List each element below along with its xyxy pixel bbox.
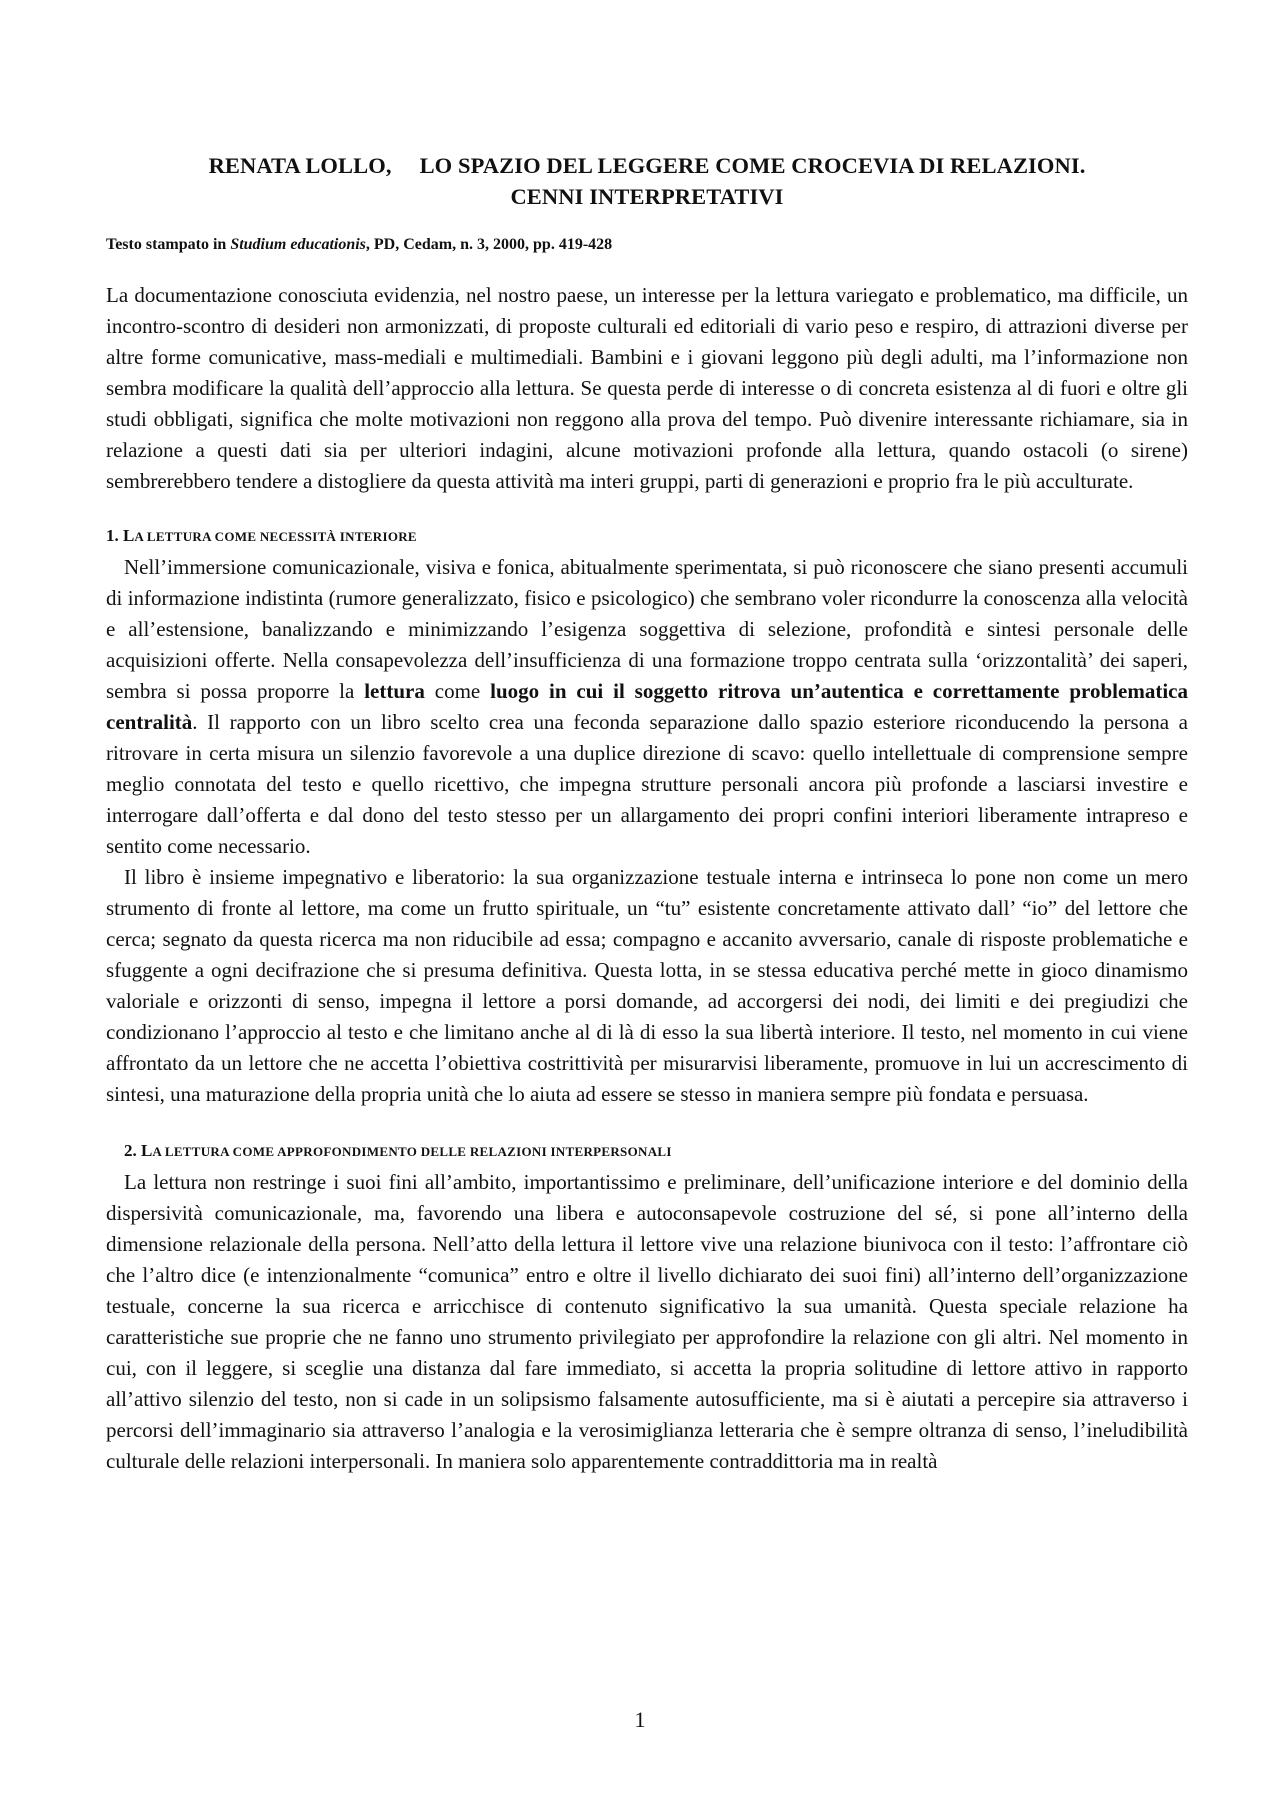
section-1-paragraph-1: [106, 552, 1188, 862]
page-number: 1: [634, 1707, 646, 1732]
section-2-paragraph-1: La lettura non restringe i suoi fini all’ambito, importantissimo e preliminare, dell’unificazione interiore e del dominio della dispersività comunicazionale, ma, favorendo una libera e autoconsapevole costruzione del sé, si pone all’interno della dimensione relazionale della persona. Nell’atto della lettura il lettore vive una relazione biunivoca con il testo: l’affrontare ciò che l’altro dice (e intenzionalmente “comunica” entro e oltre il livello dichiarato dei suoi fini) all’interno dell’organizzazione testuale, concerne la sua ricerca e arricchisce di contenuto significativo la sua umanità. Questa speciale relazione ha caratteristiche sue proprie che ne fanno uno strumento privilegiato per approfondire la relazione con gli altri. Nel momento in cui, con il leggere, si sceglie una distanza dal fare immediato, si accetta la propria solitudine di lettore attivo in rapporto all’attivo silenzio del testo, non si cade in un solipsismo falsamente autosufficiente, ma si è aiutati a percepire sia attraverso i percorsi dell’immaginario sia attraverso l’analogia e la verosimiglianza letteraria che è sempre oltranza di senso, l’ineludibilità culturale delle relazioni interpersonali. In maniera solo apparentemente contraddittoria ma in realtà: [106, 1170, 1188, 1473]
section-1-p1-bold-centralita: luogo in cui il soggetto ritrova un’autentica e correttamente problematica centralità: [106, 679, 1188, 734]
section-1-heading-text: A LETTURA COME NECESSITÀ INTERIORE: [134, 529, 417, 544]
section-2-heading: [106, 1140, 1188, 1163]
section-1-p1-bold-lettura: lettura: [364, 679, 425, 703]
section-1-heading-number: 1. L: [106, 526, 135, 545]
source-journal: Studium educationis: [230, 236, 366, 253]
section-1-heading: [106, 525, 1188, 548]
section-1-p1-text-b: come: [424, 679, 491, 703]
document-body: [106, 150, 1188, 1477]
title-line-2: CENNI INTERPRETATIVI: [510, 184, 784, 209]
source-citation: [106, 234, 1188, 256]
intro-paragraph: La documentazione conosciuta evidenzia, nel nostro paese, un interesse per la lettura variegato e problematico, ma difficile, un incontro-scontro di desideri non armonizzati, di proposte culturali ed editoriali di vario peso e respiro, di attrazioni diverse per altre forme comunicative, mass-mediali e multimediali. Bambini e i giovani leggono più degli adulti, ma l’informazione non sembra modificare la qualità dell’approccio alla lettura. Se questa perde di interesse o di concreta esistenza al di fuori e oltre gli studi obbligati, significa che molte motivazioni non reggono alla prova del tempo. Può divenire interessante richiamare, sia in relazione a questi dati sia per ulteriori indagini, alcune motivazioni profonde alla lettura, quando ostacoli (o sirene) sembrerebbero tendere a distogliere da questa attività ma interi gruppi, parti di generazioni e proprio fra le più acculturate.: [106, 283, 1188, 493]
section-1-p1-text-c: . Il rapporto con un libro scelto crea una feconda separazione dallo spazio esteriore riconducendo la persona a ritrovare in certa misura un silenzio favorevole a una duplice direzione di scavo: quello intellettuale di comprensione sempre meglio connotata del testo e quello ricettivo, che impegna strutture personali ancora più profonde a lasciarsi investire e interrogare dall’offerta e dal dono del testo stesso per un allargamento dei propri confini interiori liberamente intrapreso e sentito come necessario.: [106, 710, 1188, 858]
source-prefix: Testo stampato in: [106, 236, 231, 253]
title-main: LO SPAZIO DEL LEGGERE COME CROCEVIA DI RELAZIONI.: [419, 153, 1086, 178]
section-2-heading-number: 2. L: [124, 1141, 153, 1160]
section-1-p1-text-a: Nell’immersione comunicazionale, visiva e fonica, abitualmente sperimentata, si può riconoscere che siano presenti accumuli di informazione indistinta (rumore generalizzato, fisico e psicologico) che sembrano voler ricondurre la conoscenza alla velocità e all’estensione, banalizzando e minimizzando l’esigenza soggettiva di selezione, profondità e sintesi personale delle acquisizioni offerte. Nella consapevolezza dell’insufficienza di una formazione troppo centrata sulla ‘orizzontalità’ dei saperi, sembra si possa proporre la: [106, 555, 1188, 703]
section-1-paragraph-2: Il libro è insieme impegnativo e liberatorio: la sua organizzazione testuale interna e intrinseca lo pone non come un mero strumento di fronte al lettore, ma come un frutto spirituale, un “tu” esistente concretamente attivato dall’ “io” del lettore che cerca; segnato da questa ricerca ma non riducibile ad essa; compagno e accanito avversario, canale di risposte problematiche e sfuggente a ogni decifrazione che si presuma definitiva. Questa lotta, in se stessa educativa perché mette in gioco dinamismo valoriale e orizzonti di senso, impegna il lettore a porsi domande, ad accorgersi dei nodi, dei limiti e dei pregiudizi che condizionano l’approccio al testo e che limitano anche al di là di esso la sua libertà interiore. Il testo, nel momento in cui viene affrontato da un lettore che ne accetta l’obiettiva costrittività per misurarvisi liberamente, promuove in lui un accrescimento di sintesi, una maturazione della propria unità che lo aiuta ad essere se stesso in maniera sempre più fondata e persuasa.: [106, 865, 1188, 1106]
title-line-1: [106, 150, 1188, 181]
section-2-heading-text: A LETTURA COME APPROFONDIMENTO DELLE RELAZIONI INTERPERSONALI: [152, 1144, 672, 1159]
document-title: [106, 150, 1188, 212]
title-author: RENATA LOLLO,: [208, 153, 392, 178]
source-suffix: , PD, Cedam, n. 3, 2000, pp. 419-428: [365, 236, 613, 253]
